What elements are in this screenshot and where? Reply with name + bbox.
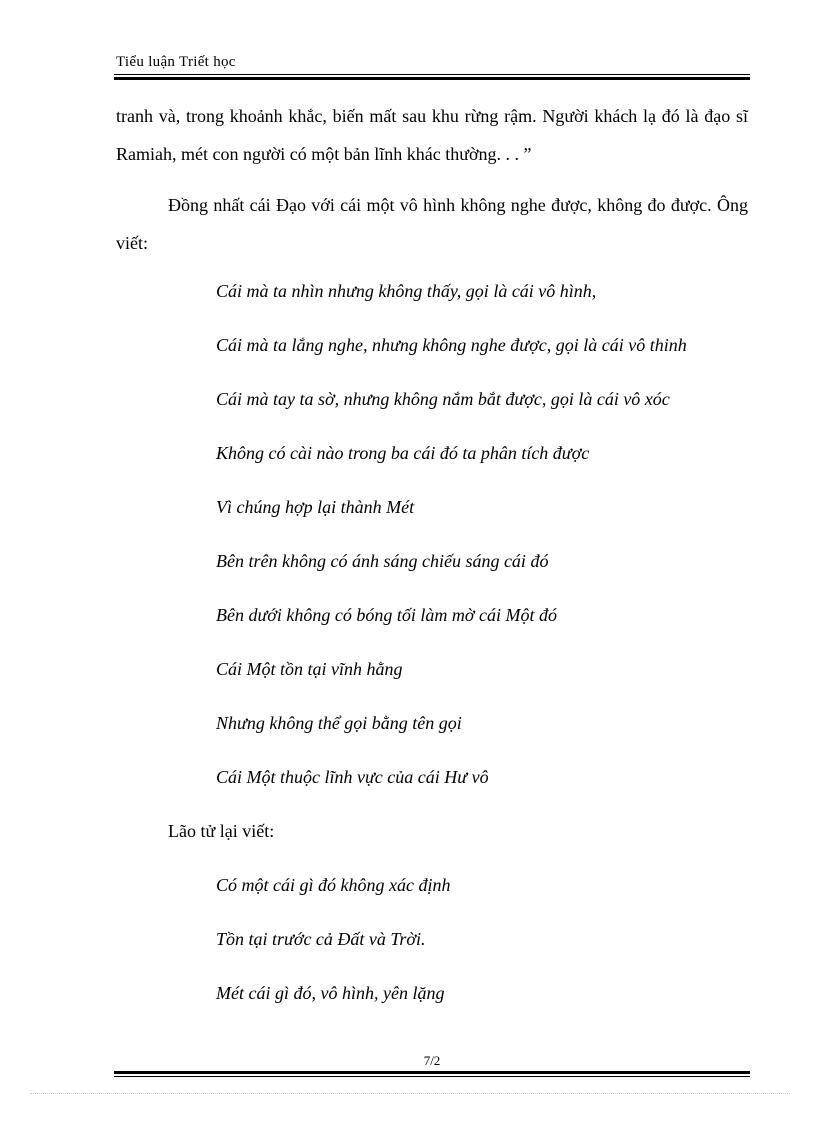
poem-line: Có một cái gì đó không xác định bbox=[216, 875, 451, 895]
poem-line: Cái Một tồn tại vĩnh hằng bbox=[216, 659, 403, 679]
poem-line: Nhưng không thể gọi bằng tên gọi bbox=[216, 713, 462, 733]
page-edge-dotted-line bbox=[30, 1093, 790, 1094]
lao-tu-line: Lão tử lại viết: bbox=[168, 821, 275, 841]
poem-line: Bên dưới không có bóng tối làm mờ cái Một đó bbox=[216, 605, 557, 625]
intro-paragraph: Đồng nhất cái Đạo với cái một vô hình không nghe được, không đo được. Ông viết: bbox=[116, 195, 748, 253]
poem-line: Cái mà ta lắng nghe, nhưng không nghe được, gọi là cái vô thinh bbox=[216, 335, 687, 355]
page-number: 7/2 bbox=[423, 1053, 441, 1068]
header-title: Tiểu luận Triết học bbox=[116, 54, 236, 70]
header-rule-thick bbox=[114, 77, 750, 80]
poem-line: Mét cái gì đó, vô hình, yên lặng bbox=[216, 983, 445, 1003]
footer-rule-thin bbox=[114, 1076, 750, 1077]
poem-line: Không có cài nào trong ba cái đó ta phân tích được bbox=[216, 443, 590, 463]
poem-line: Cái Một thuộc lĩnh vực của cái Hư vô bbox=[216, 767, 489, 787]
poem-line: Tồn tại trước cả Đất và Trời. bbox=[216, 929, 426, 949]
poem-line: Cái mà tay ta sờ, nhưng không nắm bắt được, gọi là cái vô xóc bbox=[216, 389, 670, 409]
footer-rule-thick bbox=[114, 1071, 750, 1074]
continuation-paragraph: tranh và, trong khoảnh khắc, biến mất sau khu rừng rậm. Người khách lạ đó là đạo sĩ Ramiah, mét con người có một bản lĩnh khác thường. . . ” bbox=[116, 106, 748, 164]
poem-line: Bên trên không có ánh sáng chiếu sáng cái đó bbox=[216, 551, 549, 571]
header-rule-thin bbox=[114, 74, 750, 75]
poem-line: Cái mà ta nhìn nhưng không thấy, gọi là cái vô hình, bbox=[216, 281, 597, 301]
poem-line: Vì chúng hợp lại thành Mét bbox=[216, 497, 415, 517]
